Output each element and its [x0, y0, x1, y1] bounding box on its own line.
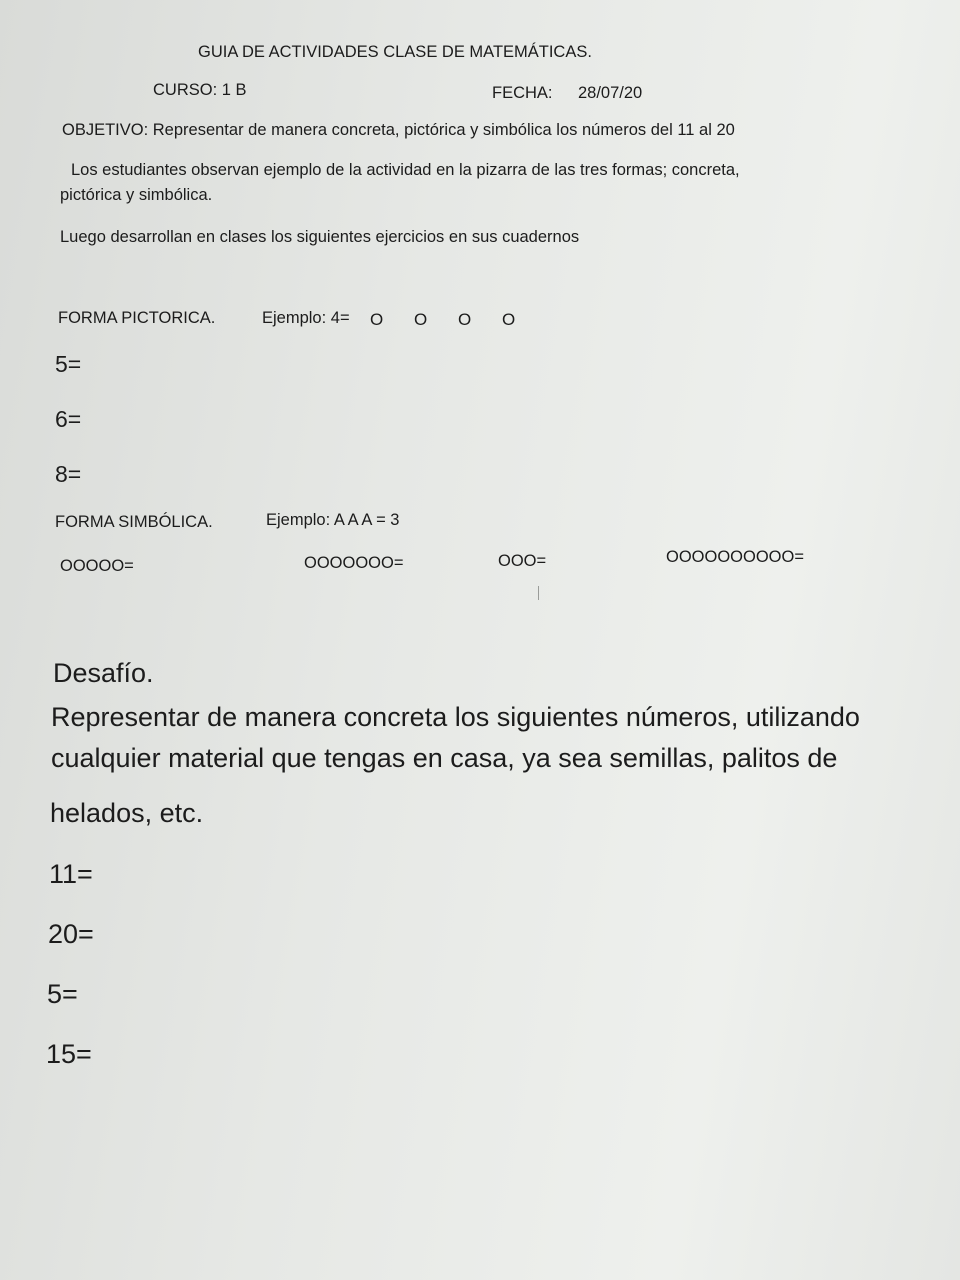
simbolica-exercise: OOO= [498, 552, 547, 570]
desafio-heading: Desafío. [53, 658, 154, 688]
desafio-line-1: Representar de manera concreta los siguientes números, utilizando [51, 702, 860, 732]
pictorica-heading: FORMA PICTORICA. [58, 309, 216, 327]
desafio-exercise: 15= [46, 1039, 92, 1069]
desafio-exercise: 5= [47, 979, 78, 1009]
simbolica-exercise: OOOOOOO= [304, 554, 404, 572]
pictorica-exercise: 8= [55, 461, 82, 487]
intro-line-3: Luego desarrollan en clases los siguientes ejercicios en sus cuadernos [60, 228, 580, 246]
intro-line-2: pictórica y simbólica. [60, 186, 213, 204]
simbolica-example: Ejemplo: A A A = 3 [266, 511, 400, 529]
desafio-exercise: 11= [49, 859, 93, 889]
pictorica-exercise: 6= [55, 406, 82, 432]
desafio-line-2: cualquier material que tengas en casa, ya sea semillas, palitos de [51, 743, 838, 773]
desafio-exercise: 20= [48, 919, 94, 949]
worksheet-title: GUIA DE ACTIVIDADES CLASE DE MATEMÁTICAS. [198, 43, 592, 61]
simbolica-heading: FORMA SIMBÓLICA. [55, 513, 213, 531]
example-circle: O [370, 310, 384, 329]
fecha-label: FECHA: [492, 84, 553, 102]
example-circle: O [502, 310, 516, 329]
fecha-value: 28/07/20 [578, 84, 643, 102]
example-circle: O [458, 310, 472, 329]
pictorica-exercise: 5= [55, 351, 82, 377]
pictorica-example-label: Ejemplo: 4= [262, 309, 350, 327]
simbolica-exercise: OOOOO= [60, 557, 134, 575]
objetivo-text: OBJETIVO: Representar de manera concreta, pictórica y simbólica los números del 11 al 20 [62, 121, 735, 139]
curso-label: CURSO: 1 B [153, 81, 247, 99]
pen-mark [538, 586, 539, 600]
intro-line-1: Los estudiantes observan ejemplo de la actividad en la pizarra de las tres formas; concreta, [71, 161, 740, 179]
simbolica-exercise: OOOOOOOOOO= [666, 548, 804, 566]
desafio-line-3: helados, etc. [50, 798, 204, 828]
example-circle: O [414, 310, 428, 329]
pictorica-example-circles [370, 310, 546, 330]
